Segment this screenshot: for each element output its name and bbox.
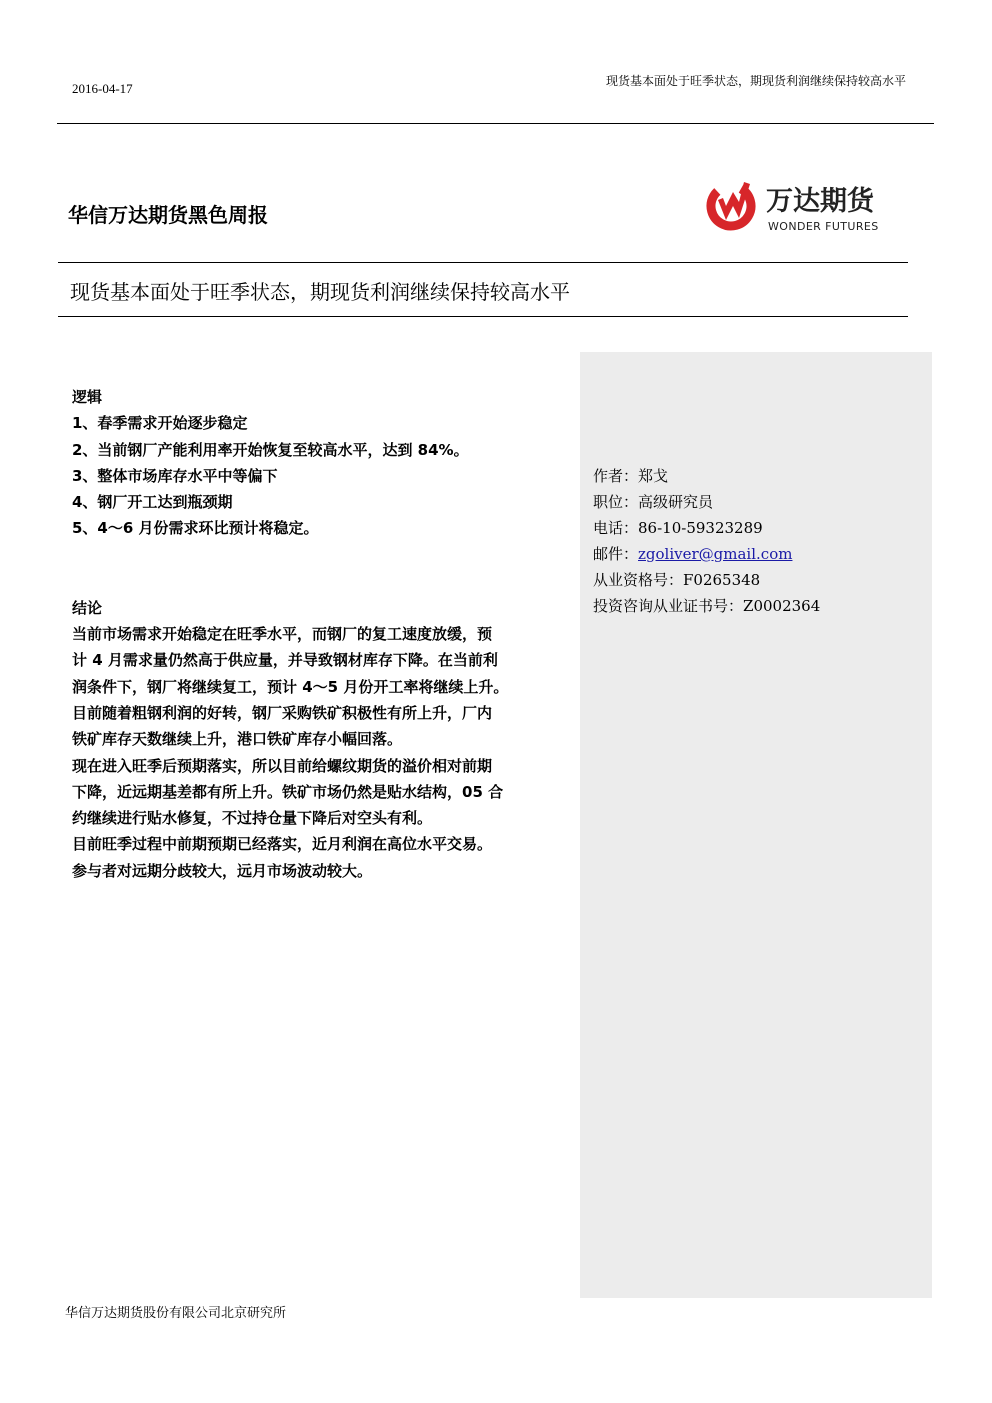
conclusion-line: 约继续进行贴水修复，不过持仓量下降后对空头有利。 <box>72 809 433 828</box>
logic-item: 5、4～6 月份需求环比预计将稳定。 <box>72 519 319 538</box>
license-row <box>593 567 820 593</box>
author-name: 郑戈 <box>638 467 669 485</box>
conclusion-heading: 结论 <box>72 598 103 617</box>
report-title: 华信万达期货黑色周报 <box>68 203 268 227</box>
consult-label: 投资咨询从业证书号： <box>593 597 744 615</box>
phone-label: 电话： <box>593 519 639 537</box>
footer-institute: 华信万达期货股份有限公司北京研究所 <box>65 1306 287 1321</box>
conclusion-line: 润条件下，钢厂将继续复工，预计 4～5 月份开工率将继续上升。 <box>72 677 509 696</box>
email-label: 邮件： <box>593 545 639 563</box>
wonder-futures-logo-icon <box>706 176 916 236</box>
conclusion-line: 目前随着粗钢利润的好转，钢厂采购铁矿积极性有所上升，厂内 <box>72 703 493 722</box>
logo-name-cn: 万达期货 <box>766 186 874 217</box>
conclusion-line: 目前旺季过程中前期预期已经落实，近月利润在高位水平交易。 <box>72 835 493 854</box>
license-number: F0265348 <box>683 571 761 589</box>
title-label: 职位： <box>593 493 639 511</box>
author-phone: 86-10-59323289 <box>638 519 763 537</box>
author-info <box>593 463 820 619</box>
conclusion-line: 参与者对远期分歧较大，远月市场波动较大。 <box>72 861 373 880</box>
license-label: 从业资格号： <box>593 571 684 589</box>
report-subtitle: 现货基本面处于旺季状态，期现货利润继续保持较高水平 <box>70 280 570 304</box>
consult-row <box>593 593 820 619</box>
phone-row <box>593 515 820 541</box>
logo-name-en: WONDER FUTURES <box>768 220 879 233</box>
title-divider-bottom <box>58 316 908 317</box>
header-divider <box>57 123 934 124</box>
report-date: 2016-04-17 <box>72 81 133 96</box>
logic-heading: 逻辑 <box>72 388 103 406</box>
logic-item: 2、当前钢厂产能利用率开始恢复至较高水平，达到 84%。 <box>72 440 469 459</box>
conclusion-line: 铁矿库存天数继续上升，港口铁矿库存小幅回落。 <box>72 730 403 749</box>
running-header-title: 现货基本面处于旺季状态，期现货利润继续保持较高水平 <box>605 74 906 88</box>
conclusion-line: 计 4 月需求量仍然高于供应量，并导致钢材库存下降。在当前利 <box>72 651 498 670</box>
author-label: 作者： <box>593 467 639 485</box>
logic-item: 1、春季需求开始逐步稳定 <box>72 414 248 433</box>
author-row <box>593 463 820 489</box>
author-email-link[interactable]: zgoliver@gmail.com <box>638 545 793 563</box>
title-row <box>593 489 820 515</box>
author-title: 高级研究员 <box>638 493 714 511</box>
title-divider-top <box>58 262 908 263</box>
conclusion-line: 下降，近远期基差都有所上升。铁矿市场仍然是贴水结构，05 合 <box>72 782 504 801</box>
logic-item: 3、整体市场库存水平中等偏下 <box>72 466 278 485</box>
main-content <box>72 384 572 884</box>
email-row <box>593 541 820 567</box>
company-logo <box>706 176 916 236</box>
consult-number: Z0002364 <box>743 597 821 615</box>
logic-item: 4、钢厂开工达到瓶颈期 <box>72 493 233 512</box>
conclusion-line: 现在进入旺季后预期落实，所以目前给螺纹期货的溢价相对前期 <box>72 756 493 775</box>
conclusion-line: 当前市场需求开始稳定在旺季水平，而钢厂的复工速度放缓，预 <box>72 625 493 644</box>
